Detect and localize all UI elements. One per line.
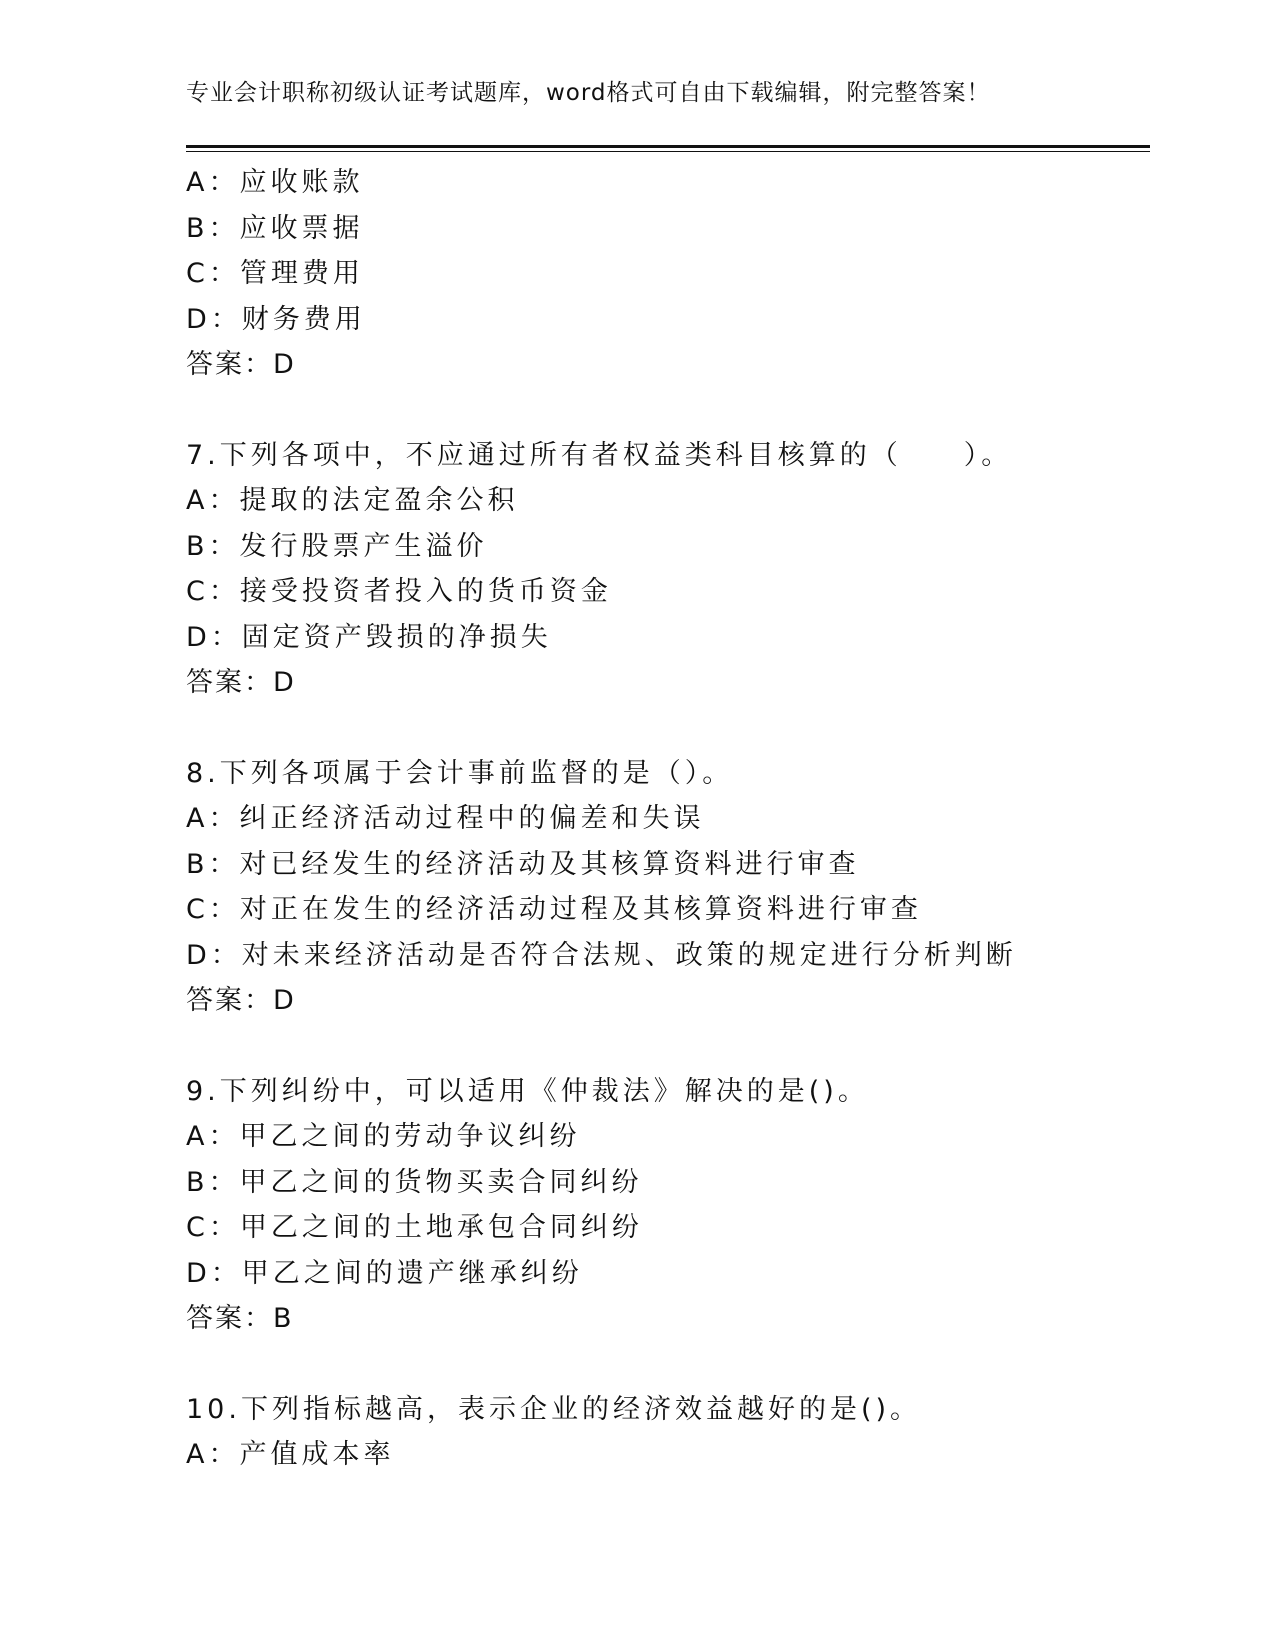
option-b: B：甲乙之间的货物买卖合同纠纷 [186, 1166, 643, 1198]
option-b: B：应收票据 [186, 212, 364, 244]
option-a: A：应收账款 [186, 167, 364, 198]
question-stem: 9.下列纠纷中，可以适用《仲裁法》解决的是()。 [186, 1075, 869, 1107]
option-d: D：对未来经济活动是否符合法规、政策的规定进行分析判断 [186, 939, 1017, 971]
question-stem: 10.下列指标越高，表示企业的经济效益越好的是()。 [186, 1393, 922, 1425]
option-a: A：纠正经济活动过程中的偏差和失误 [186, 803, 705, 834]
question-block-8 [186, 751, 1150, 1024]
answer-line: 答案：D [186, 349, 296, 380]
option-c: C：管理费用 [186, 258, 364, 289]
option-d: D：固定资产毁损的净损失 [186, 621, 552, 653]
option-c: C：接受投资者投入的货币资金 [186, 576, 612, 607]
question-list [186, 160, 1150, 1478]
option-c: C：对正在发生的经济活动过程及其核算资料进行审查 [186, 894, 922, 925]
option-b: B：对已经发生的经济活动及其核算资料进行审查 [186, 848, 860, 880]
option-a: A：产值成本率 [186, 1439, 395, 1470]
question-block-9 [186, 1069, 1150, 1342]
answer-line: 答案：D [186, 985, 296, 1016]
header-rule-thin [186, 151, 1150, 152]
option-c: C：甲乙之间的土地承包合同纠纷 [186, 1212, 643, 1243]
option-a: A：提取的法定盈余公积 [186, 485, 519, 516]
option-d: D：财务费用 [186, 303, 366, 335]
answer-line: 答案：D [186, 667, 296, 698]
question-stem: 7.下列各项中，不应通过所有者权益类科目核算的（ ）。 [186, 439, 1013, 471]
question-block-10 [186, 1387, 1150, 1478]
header-rule-thick [186, 145, 1150, 148]
option-a: A：甲乙之间的劳动争议纠纷 [186, 1121, 581, 1152]
question-stem: 8.下列各项属于会计事前监督的是（）。 [186, 757, 734, 789]
carryover-block [186, 160, 1150, 388]
option-b: B：发行股票产生溢价 [186, 530, 488, 562]
answer-line: 答案：B [186, 1303, 294, 1334]
option-d: D：甲乙之间的遗产继承纠纷 [186, 1257, 583, 1289]
question-block-7 [186, 433, 1150, 706]
page-header: 专业会计职称初级认证考试题库，word格式可自由下载编辑，附完整答案！ [186, 80, 991, 106]
